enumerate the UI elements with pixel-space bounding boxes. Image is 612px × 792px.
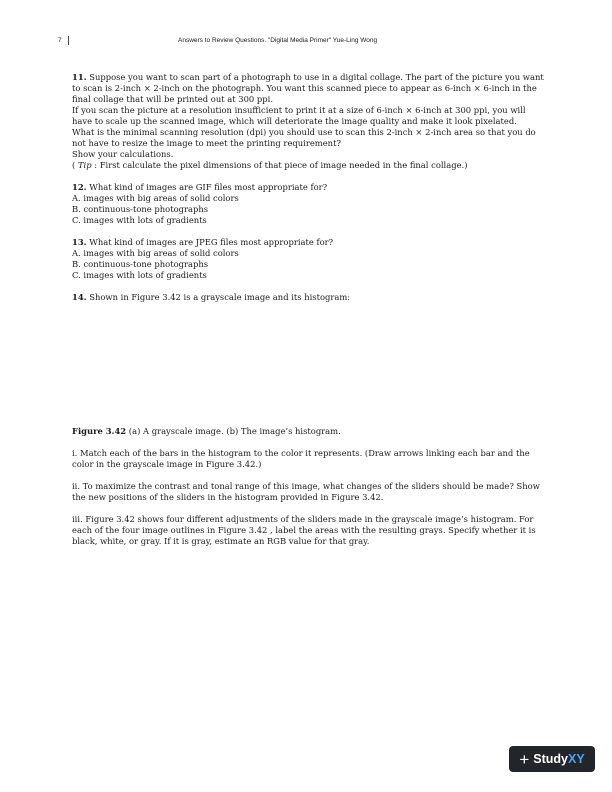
question-number: 11. <box>72 72 87 82</box>
header-title: Answers to Review Questions. "Digital Media Primer" Yue-Ling Wong <box>178 37 378 44</box>
figure-caption: Figure 3.42 (a) A grayscale image. (b) The image’s histogram. <box>72 426 341 436</box>
question-text: What kind of images are JPEG files most appropriate for? <box>86 237 334 247</box>
figure-label: Figure 3.42 <box>72 426 127 436</box>
question-11-prompt <box>72 72 544 105</box>
question-11-paragraph: What is the minimal scanning resolution (dpi) you should use to scan this 2-inch × 2-inch area so that you do not have to resize the image to meet the printing requirement? <box>72 127 536 148</box>
header-divider <box>68 36 69 45</box>
question-11-paragraph: Show your calculations. <box>72 149 174 159</box>
question-12 <box>72 182 544 226</box>
answer-option: B. continuous-tone photographs <box>72 204 209 214</box>
answer-option: A. images with big areas of solid colors <box>72 193 239 203</box>
plus-icon: + <box>519 749 530 769</box>
studyxy-logo[interactable] <box>509 746 595 772</box>
question-13 <box>72 237 544 281</box>
answer-option: A. images with big areas of solid colors <box>72 248 239 258</box>
question-number: 13. <box>72 237 87 247</box>
question-11-paragraph: If you scan the picture at a resolution insufficient to print it at a size of 6-inch × 6-inch at 300 ppi, you will have to scale up the scanned image, which will deteriorate the image quality and make it look pixelated. <box>72 105 526 126</box>
page-header <box>58 37 558 49</box>
question-text: Suppose you want to scan part of a photograph to use in a digital collage. The part of the picture you want to scan is 2-inch × 2-inch on the photograph. You want this scanned piece to appear as 6-inch × 6-inch in the final collage that will be printed out at 300 ppi. <box>72 72 544 104</box>
document-body <box>72 72 544 547</box>
page-number: 7 <box>58 37 62 44</box>
question-12-prompt <box>72 182 544 193</box>
question-14-prompt <box>72 292 544 303</box>
answer-option: B. continuous-tone photographs <box>72 259 209 269</box>
question-text: What kind of images are GIF files most appropriate for? <box>86 182 328 192</box>
question-11 <box>72 72 544 171</box>
sub-question-i: i. Match each of the bars in the histogram to the color it represents. (Draw arrows linking each bar and the color in the grayscale image in Figure 3.42.) <box>72 448 530 469</box>
logo-word: Study <box>533 752 568 766</box>
answer-option: C. images with lots of gradients <box>72 215 207 225</box>
question-14 <box>72 292 544 303</box>
sub-question-iii: iii. Figure 3.42 shows four different adjustments of the sliders made in the grayscale image’s histogram. For each of the four image outlines in Figure 3.42 , label the areas with the resulting grays. Specify whether it is black, white, or gray. If it is gray, estimate an RGB value for that gray. <box>72 514 536 546</box>
question-text: Shown in Figure 3.42 is a grayscale image and its histogram: <box>86 292 351 302</box>
question-11-tip: ( Tip : First calculate the pixel dimensions of that piece of image needed in the final collage.) <box>72 160 468 170</box>
question-number: 14. <box>72 292 87 302</box>
sub-question-ii: ii. To maximize the contrast and tonal range of this image, what changes of the sliders should be made? Show the new positions of the sliders in the histogram provided in Figure 3.42. <box>72 481 540 502</box>
tip-label: Tip <box>77 160 92 170</box>
answer-option: C. images with lots of gradients <box>72 270 207 280</box>
question-number: 12. <box>72 182 87 192</box>
figure-placeholder <box>72 303 544 426</box>
logo-suffix: XY <box>567 752 585 766</box>
question-13-prompt <box>72 237 544 248</box>
